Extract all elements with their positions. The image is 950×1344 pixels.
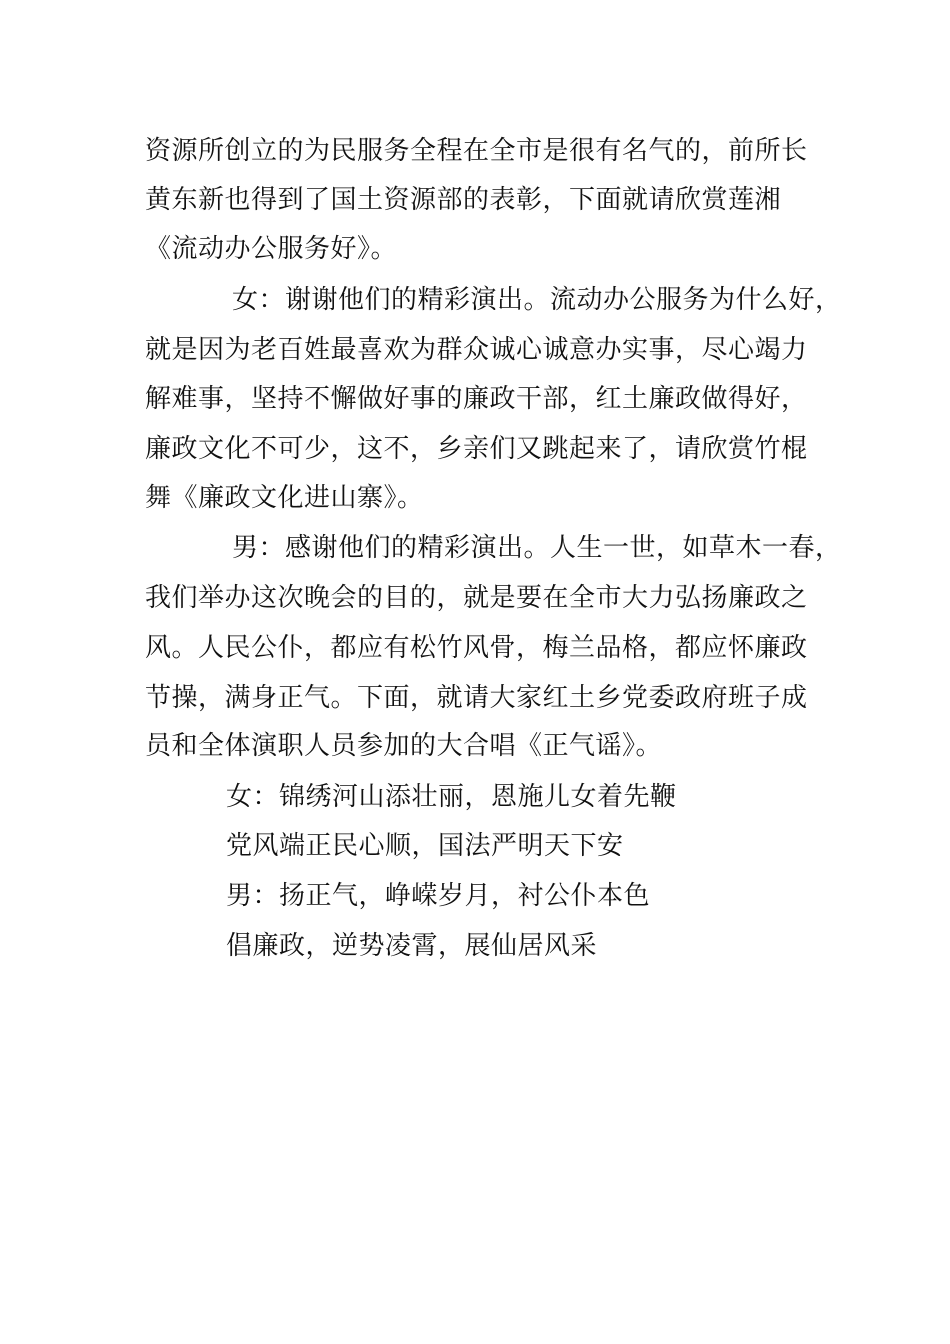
text-line: 党风端正民心顺，国法严明天下安 [226,831,624,861]
text-line: 《流动办公服务好》。 [145,234,398,264]
text-line: 资源所创立的为民服务全程在全市是很有名气的，前所长 [145,136,808,166]
text-line: 就是因为老百姓最喜欢为群众诚心诚意办实事，尽心竭力 [145,335,808,365]
text-line: 女：锦绣河山添壮丽，恩施儿女着先鞭 [226,782,677,812]
text-line: 我们举办这次晚会的目的，就是要在全市大力弘扬廉政之 [145,583,808,613]
text-line: 解难事，坚持不懈做好事的廉政干部，红土廉政做得好， [145,384,808,414]
text-line: 男：感谢他们的精彩演出。人生一世，如草木一春， [232,533,842,563]
text-line: 节操，满身正气。下面，就请大家红土乡党委政府班子成 [145,683,808,713]
text-line: 倡廉政，逆势凌霄，展仙居风采 [226,931,598,961]
text-line: 舞《廉政文化进山寨》。 [145,483,424,513]
text-line: 廉政文化不可少，这不，乡亲们又跳起来了，请欣赏竹棍 [145,434,808,464]
text-line: 男：扬正气，峥嵘岁月，衬公仆本色 [226,881,651,911]
text-line: 风。人民公仆，都应有松竹风骨，梅兰品格，都应怀廉政 [145,633,808,663]
text-line: 女：谢谢他们的精彩演出。流动办公服务为什么好， [232,285,842,315]
text-line: 黄东新也得到了国土资源部的表彰，下面就请欣赏莲湘 [145,185,782,215]
text-line: 员和全体演职人员参加的大合唱《正气谣》。 [145,731,663,761]
